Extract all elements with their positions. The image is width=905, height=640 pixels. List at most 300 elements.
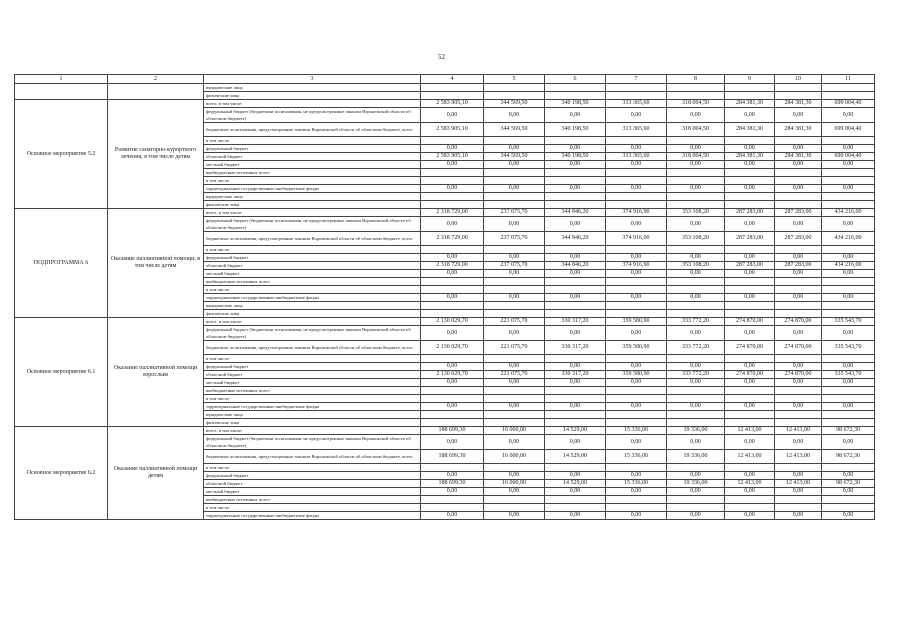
value-cell: 19 336,00 (667, 450, 725, 464)
value-cell: 0,00 (484, 363, 545, 371)
value-cell: 0,00 (822, 185, 875, 193)
value-cell: 0,00 (667, 512, 725, 520)
value-cell: 344 846,20 (545, 262, 606, 270)
value-cell: 313 365,60 (606, 100, 667, 108)
row-label: в том числе: (204, 504, 421, 512)
value-cell: 14 529,00 (545, 480, 606, 488)
value-cell (484, 496, 545, 504)
value-cell: 0,00 (667, 161, 725, 169)
value-cell (725, 302, 775, 310)
value-cell (421, 246, 484, 254)
value-cell (725, 169, 775, 177)
value-cell: 374 916,90 (606, 232, 667, 246)
value-cell (667, 419, 725, 427)
row-label: федеральный бюджет (204, 254, 421, 262)
value-cell (484, 177, 545, 185)
value-cell (606, 169, 667, 177)
value-cell (725, 496, 775, 504)
value-cell: 0,00 (667, 488, 725, 496)
value-cell: 0,00 (484, 161, 545, 169)
value-cell: 0,00 (822, 488, 875, 496)
value-cell: 2 583 905,10 (421, 153, 484, 161)
value-cell (421, 84, 484, 92)
value-cell: 0,00 (822, 217, 875, 232)
value-cell (775, 464, 822, 472)
budget-table (14, 74, 875, 520)
value-cell (822, 92, 875, 100)
value-cell (775, 411, 822, 419)
value-cell: 0,00 (822, 326, 875, 341)
value-cell: 0,00 (725, 145, 775, 153)
value-cell (606, 286, 667, 294)
value-cell: 284 381,30 (725, 100, 775, 108)
value-cell (775, 246, 822, 254)
value-cell: 0,00 (421, 472, 484, 480)
value-cell: 287 283,00 (775, 209, 822, 217)
value-cell: 318 004,50 (667, 100, 725, 108)
value-cell (667, 201, 725, 209)
row-label: федеральный бюджет (бюджетные ассигнования, не предусмотренные законом Воронежской области об областном бюджете) (204, 217, 421, 232)
value-cell: 330 317,20 (545, 371, 606, 379)
value-cell (606, 355, 667, 363)
value-cell: 0,00 (421, 217, 484, 232)
column-number: 10 (775, 75, 822, 84)
value-cell (725, 201, 775, 209)
value-cell (822, 302, 875, 310)
block-name: Развитие санаторно-курортного лечения, в том числе детям (108, 100, 204, 209)
value-cell (606, 504, 667, 512)
value-cell (775, 387, 822, 395)
value-cell (775, 201, 822, 209)
value-cell: 0,00 (725, 270, 775, 278)
value-cell: 0,00 (606, 472, 667, 480)
value-cell: 0,00 (421, 403, 484, 411)
value-cell: 318 004,50 (667, 153, 725, 161)
row-label: территориальные государственные внебюджетные фонды (204, 294, 421, 302)
value-cell: 374 916,90 (606, 209, 667, 217)
value-cell (421, 411, 484, 419)
value-cell: 0,00 (606, 254, 667, 262)
value-cell (775, 310, 822, 318)
value-cell: 0,00 (667, 254, 725, 262)
value-cell: 359 580,90 (606, 371, 667, 379)
value-cell (822, 387, 875, 395)
value-cell (667, 286, 725, 294)
value-cell: 0,00 (667, 294, 725, 302)
column-number: 4 (421, 75, 484, 84)
value-cell: 0,00 (545, 472, 606, 480)
value-cell: 0,00 (775, 379, 822, 387)
value-cell: 14 529,00 (545, 427, 606, 435)
value-cell: 98 672,30 (822, 427, 875, 435)
value-cell: 0,00 (775, 254, 822, 262)
value-cell: 0,00 (421, 254, 484, 262)
value-cell (725, 137, 775, 145)
value-cell: 313 365,60 (606, 123, 667, 137)
row-label: территориальные государственные внебюджетные фонды (204, 185, 421, 193)
value-cell (545, 201, 606, 209)
value-cell: 699 004,40 (822, 123, 875, 137)
row-label: физические лица (204, 92, 421, 100)
value-cell (545, 310, 606, 318)
value-cell (606, 387, 667, 395)
value-cell (822, 310, 875, 318)
value-cell (545, 84, 606, 92)
value-cell (484, 286, 545, 294)
value-cell (545, 169, 606, 177)
value-cell: 0,00 (606, 363, 667, 371)
column-number: 11 (822, 75, 875, 84)
value-cell: 0,00 (545, 108, 606, 123)
row-label: федеральный бюджет (бюджетные ассигнования, не предусмотренные законом Воронежской области об областном бюджете) (204, 435, 421, 450)
value-cell: 0,00 (775, 403, 822, 411)
row-label: в том числе: (204, 395, 421, 403)
row-label: бюджетные ассигнования, предусмотренные законом Воронежской области об областном бюджете, всего (204, 123, 421, 137)
value-cell: 274 870,00 (725, 318, 775, 326)
value-cell: 0,00 (725, 472, 775, 480)
value-cell (725, 84, 775, 92)
value-cell: 330 317,20 (545, 341, 606, 355)
value-cell: 0,00 (421, 294, 484, 302)
value-cell: 274 870,00 (775, 318, 822, 326)
value-cell: 0,00 (822, 145, 875, 153)
value-cell: 15 336,00 (606, 450, 667, 464)
value-cell (775, 419, 822, 427)
value-cell (545, 137, 606, 145)
value-cell: 0,00 (484, 326, 545, 341)
value-cell (667, 137, 725, 145)
value-cell (484, 395, 545, 403)
value-cell: 274 870,00 (775, 341, 822, 355)
value-cell (822, 193, 875, 201)
value-cell (667, 92, 725, 100)
value-cell (545, 419, 606, 427)
row-label: бюджетные ассигнования, предусмотренные законом Воронежской области об областном бюджете, всего (204, 232, 421, 246)
value-cell: 0,00 (775, 217, 822, 232)
value-cell: 0,00 (421, 512, 484, 520)
column-number: 8 (667, 75, 725, 84)
value-cell (725, 411, 775, 419)
value-cell: 15 336,00 (606, 480, 667, 488)
value-cell: 0,00 (822, 161, 875, 169)
row-label: местный бюджет (204, 270, 421, 278)
value-cell (421, 169, 484, 177)
row-label: федеральный бюджет (204, 363, 421, 371)
value-cell: 0,00 (725, 488, 775, 496)
value-cell: 0,00 (775, 435, 822, 450)
value-cell (421, 137, 484, 145)
value-cell (725, 395, 775, 403)
value-cell: 0,00 (545, 379, 606, 387)
value-cell (421, 387, 484, 395)
value-cell (725, 177, 775, 185)
value-cell: 0,00 (667, 363, 725, 371)
value-cell (667, 193, 725, 201)
value-cell (484, 246, 545, 254)
row-label: федеральный бюджет (бюджетные ассигнования, не предусмотренные законом Воронежской области об областном бюджете) (204, 326, 421, 341)
value-cell: 284 381,30 (775, 123, 822, 137)
value-cell (667, 411, 725, 419)
value-cell (606, 419, 667, 427)
value-cell: 287 283,00 (725, 262, 775, 270)
value-cell (545, 355, 606, 363)
value-cell: 434 216,00 (822, 262, 875, 270)
column-number: 5 (484, 75, 545, 84)
row-label: в том числе: (204, 137, 421, 145)
value-cell: 0,00 (421, 326, 484, 341)
value-cell: 2 130 029,70 (421, 341, 484, 355)
block-name: Оказание паллиативной помощи детям (108, 427, 204, 520)
value-cell: 16 000,00 (484, 480, 545, 488)
value-cell: 0,00 (421, 145, 484, 153)
block-title: Основное мероприятие 6.1 (15, 318, 108, 427)
value-cell: 0,00 (775, 488, 822, 496)
value-cell (822, 246, 875, 254)
value-cell: 0,00 (606, 488, 667, 496)
value-cell: 237 075,70 (484, 262, 545, 270)
block-name: Оказание паллиативной помощи, в том числе детям (108, 209, 204, 318)
row-label: федеральный бюджет (204, 145, 421, 153)
value-cell: 0,00 (545, 435, 606, 450)
value-cell: 434 216,00 (822, 232, 875, 246)
value-cell (725, 286, 775, 294)
value-cell (421, 278, 484, 286)
value-cell (822, 137, 875, 145)
column-number: 2 (108, 75, 204, 84)
value-cell: 0,00 (421, 363, 484, 371)
value-cell (545, 92, 606, 100)
row-label: в том числе: (204, 246, 421, 254)
value-cell (606, 411, 667, 419)
value-cell (606, 177, 667, 185)
value-cell (667, 355, 725, 363)
value-cell: 0,00 (484, 472, 545, 480)
value-cell (484, 355, 545, 363)
value-cell (725, 419, 775, 427)
value-cell: 0,00 (421, 108, 484, 123)
value-cell: 16 000,00 (484, 450, 545, 464)
value-cell: 340 198,50 (545, 153, 606, 161)
value-cell: 274 870,00 (775, 371, 822, 379)
value-cell (484, 504, 545, 512)
value-cell: 0,00 (545, 403, 606, 411)
continuation-cell (15, 84, 108, 100)
value-cell (606, 92, 667, 100)
value-cell: 0,00 (606, 161, 667, 169)
row-label: юридические лица (204, 302, 421, 310)
value-cell: 0,00 (725, 435, 775, 450)
value-cell: 0,00 (725, 161, 775, 169)
value-cell: 0,00 (484, 145, 545, 153)
value-cell (606, 464, 667, 472)
value-cell (484, 464, 545, 472)
value-cell: 0,00 (667, 472, 725, 480)
value-cell: 313 365,60 (606, 153, 667, 161)
value-cell: 0,00 (775, 185, 822, 193)
value-cell: 353 108,20 (667, 232, 725, 246)
table-row (15, 427, 875, 435)
value-cell: 359 580,90 (606, 318, 667, 326)
value-cell: 330 317,20 (545, 318, 606, 326)
value-cell: 359 580,90 (606, 341, 667, 355)
value-cell: 98 672,30 (822, 480, 875, 488)
value-cell: 0,00 (822, 379, 875, 387)
value-cell (421, 310, 484, 318)
block-title: Основное мероприятие 5.2 (15, 100, 108, 209)
value-cell (667, 169, 725, 177)
value-cell (484, 84, 545, 92)
value-cell (421, 504, 484, 512)
value-cell: 14 529,00 (545, 450, 606, 464)
value-cell (667, 84, 725, 92)
value-cell: 0,00 (667, 270, 725, 278)
value-cell: 12 413,00 (725, 450, 775, 464)
value-cell: 344 569,50 (484, 123, 545, 137)
row-label: территориальные государственные внебюджетные фонды (204, 403, 421, 411)
block-name: Оказание паллиативной помощи взрослым (108, 318, 204, 427)
row-label: областной бюджет (204, 371, 421, 379)
row-label: физические лица (204, 201, 421, 209)
value-cell (725, 246, 775, 254)
value-cell (421, 395, 484, 403)
value-cell (775, 92, 822, 100)
value-cell (484, 169, 545, 177)
value-cell (421, 177, 484, 185)
value-cell (545, 278, 606, 286)
value-cell: 0,00 (545, 512, 606, 520)
value-cell (545, 246, 606, 254)
value-cell: 0,00 (484, 512, 545, 520)
value-cell: 0,00 (725, 326, 775, 341)
value-cell (667, 246, 725, 254)
column-number: 1 (15, 75, 108, 84)
value-cell: 0,00 (667, 379, 725, 387)
value-cell: 284 381,30 (725, 153, 775, 161)
value-cell (667, 310, 725, 318)
row-label: федеральный бюджет (204, 472, 421, 480)
value-cell: 0,00 (725, 512, 775, 520)
value-cell (822, 201, 875, 209)
value-cell (545, 193, 606, 201)
value-cell: 0,00 (421, 161, 484, 169)
block-title: ПОДПРОГРАММА 6 (15, 209, 108, 318)
value-cell: 0,00 (606, 145, 667, 153)
value-cell (421, 355, 484, 363)
value-cell (606, 310, 667, 318)
value-cell (775, 177, 822, 185)
row-label: областной бюджет (204, 480, 421, 488)
value-cell (606, 193, 667, 201)
value-cell: 0,00 (667, 217, 725, 232)
value-cell: 0,00 (775, 326, 822, 341)
value-cell: 0,00 (421, 185, 484, 193)
value-cell (725, 278, 775, 286)
value-cell (725, 464, 775, 472)
value-cell: 0,00 (822, 363, 875, 371)
value-cell (822, 504, 875, 512)
value-cell (606, 395, 667, 403)
value-cell (775, 504, 822, 512)
value-cell: 699 004,40 (822, 100, 875, 108)
value-cell: 0,00 (421, 435, 484, 450)
value-cell: 2 130 029,70 (421, 371, 484, 379)
value-cell: 12 413,00 (725, 480, 775, 488)
value-cell: 0,00 (725, 108, 775, 123)
value-cell (421, 419, 484, 427)
value-cell (775, 302, 822, 310)
value-cell (822, 286, 875, 294)
value-cell: 0,00 (606, 217, 667, 232)
row-label: внебюджетные источники, всего (204, 169, 421, 177)
value-cell: 188 699,30 (421, 427, 484, 435)
row-label: юридические лица (204, 84, 421, 92)
value-cell: 287 283,00 (725, 232, 775, 246)
value-cell: 0,00 (421, 379, 484, 387)
table-row (15, 100, 875, 108)
column-number: 7 (606, 75, 667, 84)
value-cell (545, 286, 606, 294)
value-cell (484, 310, 545, 318)
value-cell (725, 355, 775, 363)
value-cell: 0,00 (484, 108, 545, 123)
value-cell: 0,00 (775, 145, 822, 153)
value-cell (822, 496, 875, 504)
row-label: физические лица (204, 310, 421, 318)
value-cell: 0,00 (822, 435, 875, 450)
page-number: 52 (438, 53, 445, 61)
value-cell: 0,00 (822, 512, 875, 520)
value-cell: 333 772,20 (667, 341, 725, 355)
value-cell: 0,00 (725, 403, 775, 411)
value-cell: 0,00 (545, 185, 606, 193)
value-cell (725, 193, 775, 201)
value-cell (484, 201, 545, 209)
value-cell: 0,00 (725, 185, 775, 193)
value-cell: 0,00 (484, 403, 545, 411)
row-label: всего, в том числе: (204, 427, 421, 435)
value-cell: 98 672,30 (822, 450, 875, 464)
value-cell (822, 411, 875, 419)
value-cell: 0,00 (484, 254, 545, 262)
value-cell: 0,00 (606, 108, 667, 123)
row-label: физические лица (204, 419, 421, 427)
value-cell: 274 870,00 (725, 371, 775, 379)
value-cell (606, 84, 667, 92)
value-cell: 221 075,70 (484, 371, 545, 379)
value-cell: 237 075,70 (484, 209, 545, 217)
value-cell: 335 543,70 (822, 371, 875, 379)
row-label: внебюджетные источники, всего (204, 496, 421, 504)
value-cell (545, 496, 606, 504)
row-label: внебюджетные источники, всего (204, 387, 421, 395)
value-cell (725, 92, 775, 100)
value-cell (484, 92, 545, 100)
value-cell: 335 543,70 (822, 318, 875, 326)
value-cell (775, 355, 822, 363)
value-cell (822, 419, 875, 427)
value-cell: 16 000,00 (484, 427, 545, 435)
column-number: 9 (725, 75, 775, 84)
value-cell: 0,00 (775, 270, 822, 278)
value-cell: 0,00 (606, 294, 667, 302)
value-cell: 0,00 (667, 108, 725, 123)
row-label: в том числе: (204, 286, 421, 294)
value-cell: 0,00 (606, 512, 667, 520)
value-cell (667, 177, 725, 185)
value-cell: 2 583 905,10 (421, 100, 484, 108)
value-cell: 12 413,00 (775, 450, 822, 464)
value-cell: 287 283,00 (725, 209, 775, 217)
